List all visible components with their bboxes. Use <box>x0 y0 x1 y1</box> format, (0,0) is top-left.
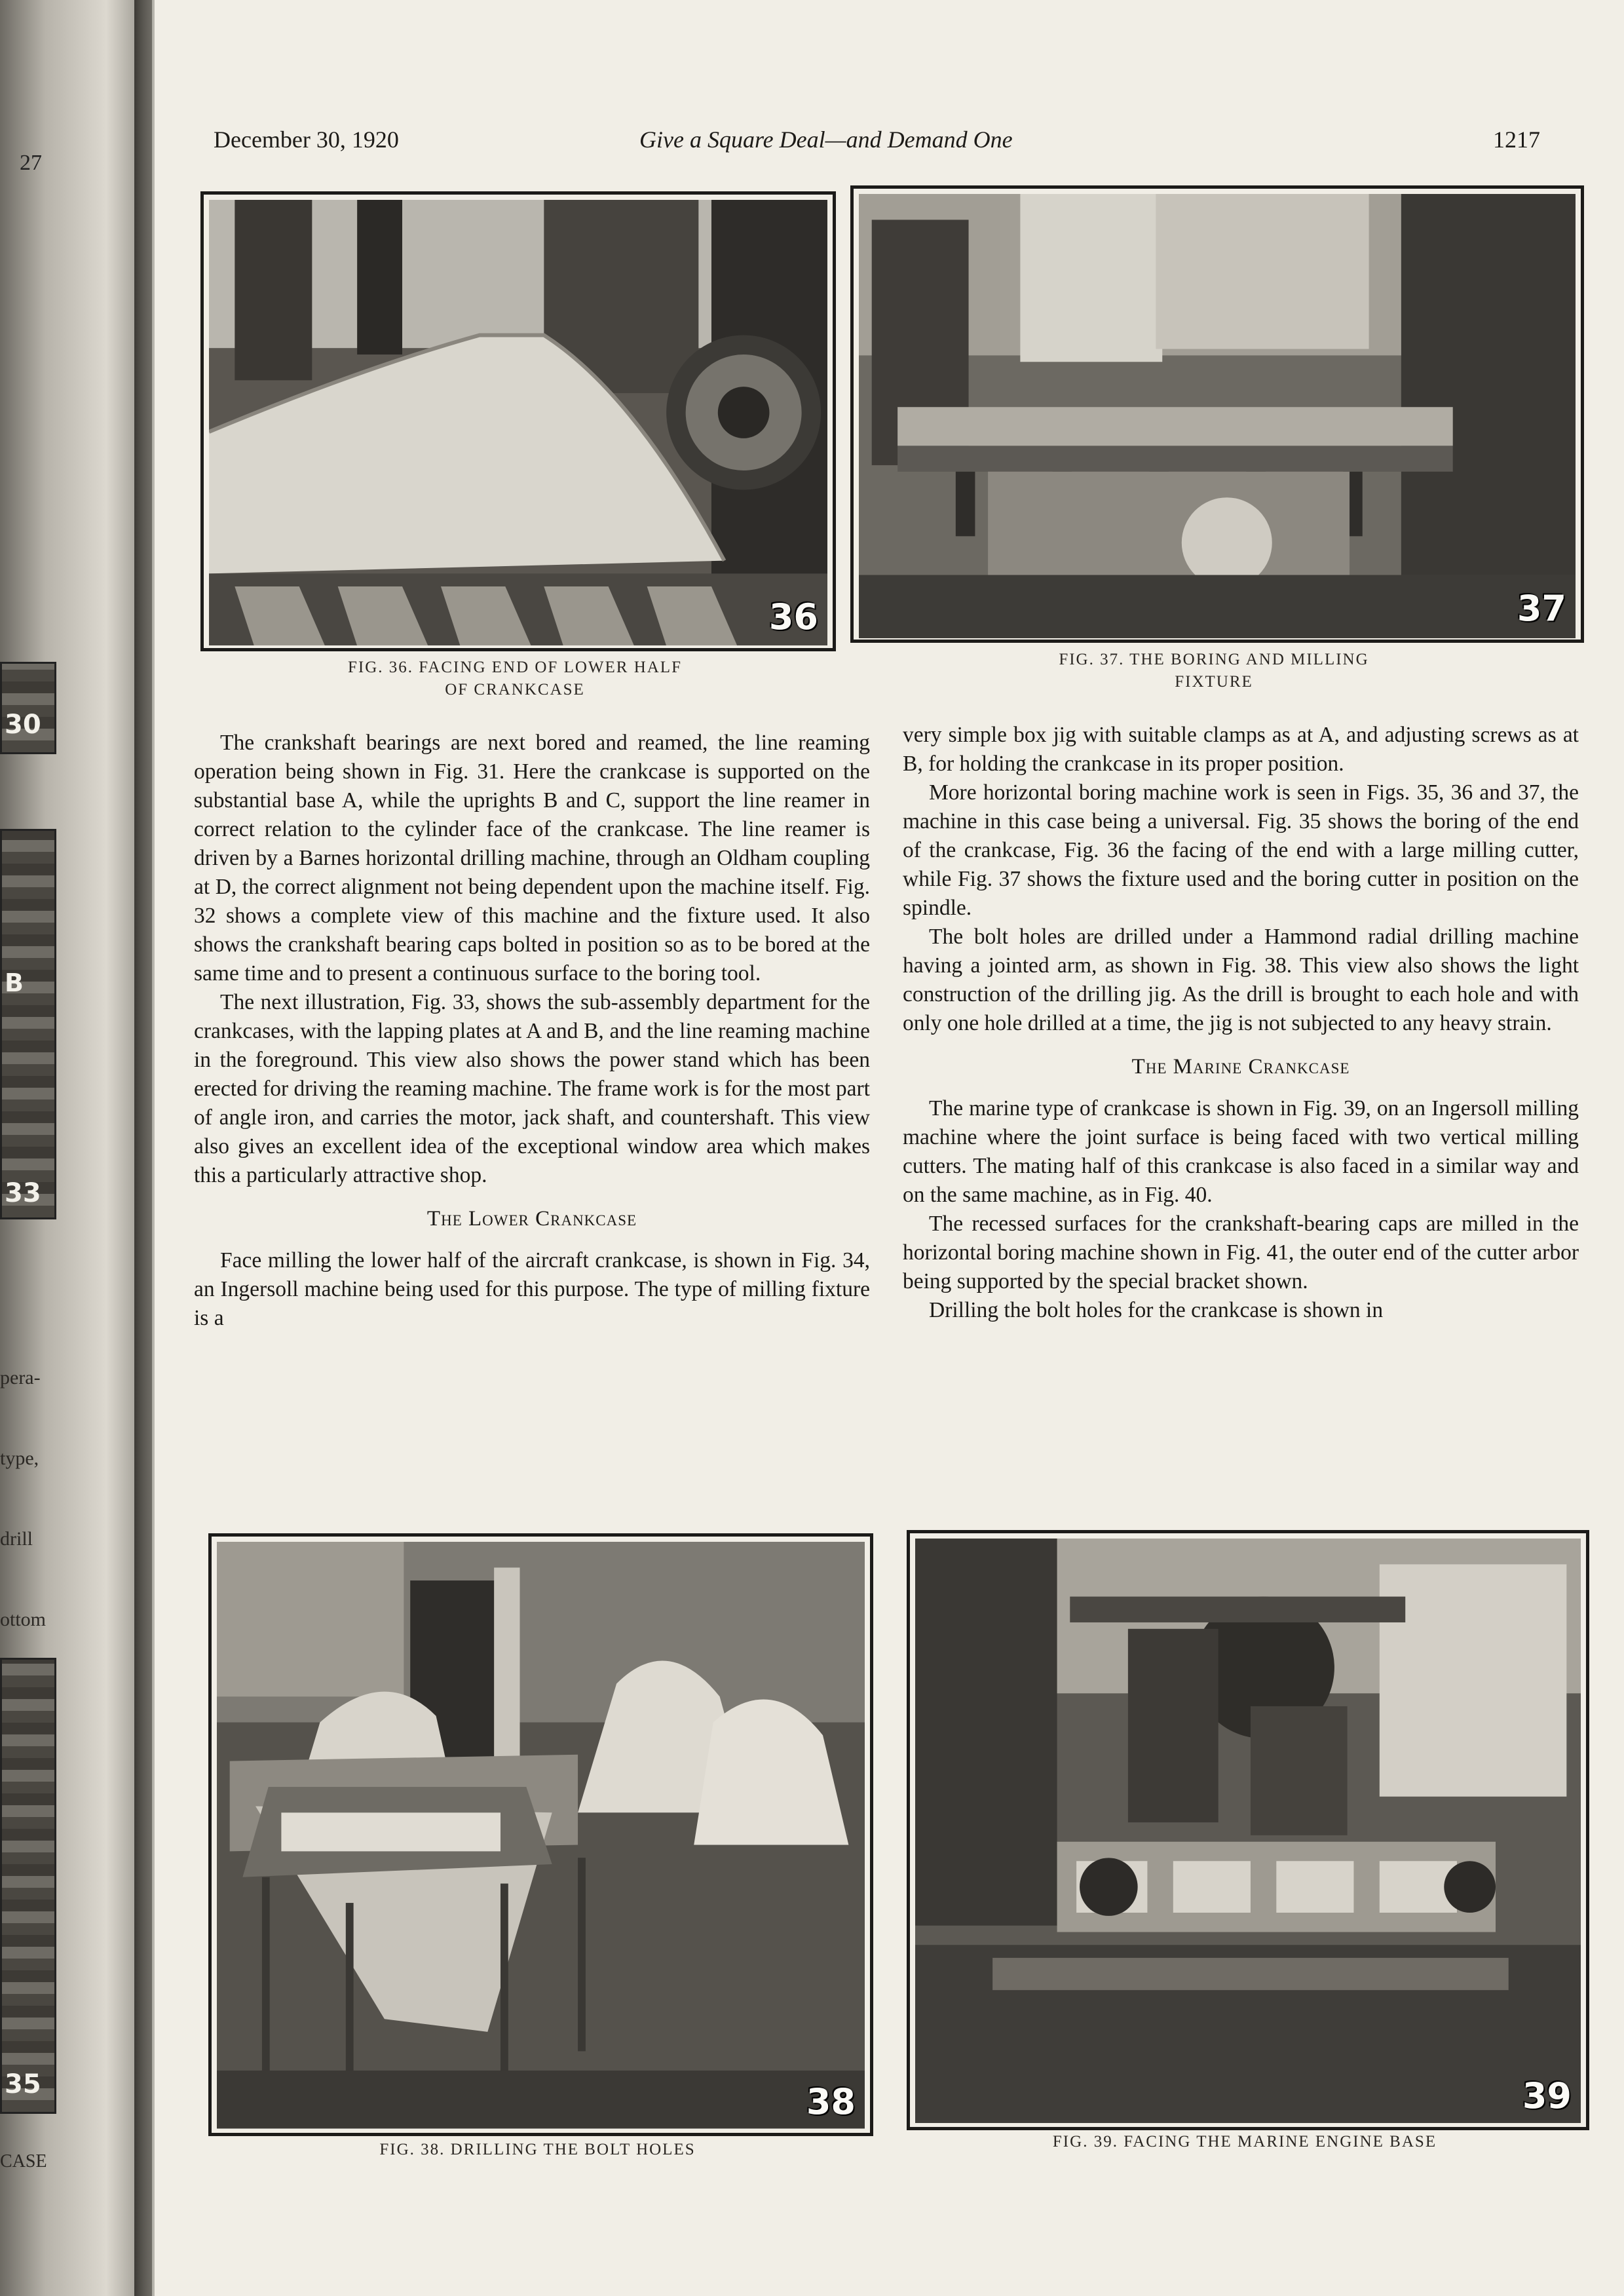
drilling-bolt-holes-image <box>217 1542 865 2129</box>
marine-engine-base-image <box>915 1539 1581 2123</box>
previous-page-text: pera- type, drill ottom <box>0 1367 47 1630</box>
previous-page-photo-33 <box>0 829 56 1219</box>
section-heading-marine-crankcase: The Marine Crankcase <box>1131 1055 1350 1079</box>
paragraph: The crankshaft bearings are next bored and reamed, the line reaming operation being shown in Fig. 31. Here the crankcase is supported on the substantial base A, while the uprights B and C, support the line reamer in correct relation to the cylinder face of the crankcase. The line reamer is driven by a Barnes horizontal drilling machine, through an Oldham coupling at D, the correct alignment not being dependent upon the machine itself. Fig. 32 shows a complete view of this machine and the fixture used. It also shows the crankshaft bearing caps bolted in position so as to be bored at the same time and to present a continuous surface to the boring tool. <box>194 731 870 985</box>
previous-page-photo-30 <box>0 662 56 754</box>
previous-figure-letter: B <box>5 968 24 997</box>
figure-36-caption: FIG. 36. FACING END OF LOWER HALF OF CRANKCASE <box>348 659 682 698</box>
figure-39-caption: FIG. 39. FACING THE MARINE ENGINE BASE <box>1052 2133 1437 2151</box>
figure-39-number: 39 <box>1522 2075 1572 2116</box>
figure-39-photo <box>907 1530 1589 2130</box>
paragraph: very simple box jig with suitable clamps as at A, and adjusting screws as at B, for holding the crankcase in its proper position. <box>903 723 1579 776</box>
paragraph: The bolt holes are drilled under a Hammond radial drilling machine having a jointed arm, as shown in Fig. 38. This view also shows the light construction of the drilling jig. As the drill is brought to each hole and with only one hole drilled at a time, the jig is not subjected to any heavy strain. <box>903 925 1579 1035</box>
previous-figure-number-30: 30 <box>5 710 41 740</box>
previous-page-caption-tail: CASE <box>0 2151 47 2172</box>
figure-36-photo <box>200 191 836 651</box>
paragraph: The marine type of crankcase is shown in Fig. 39, on an Ingersoll milling machine where the joint surface is being faced with two vertical milling cutters. The mating half of this crankcase is also faced in a similar way and on the same machine, as in Fig. 40. <box>903 1096 1579 1207</box>
right-text-column <box>903 721 1579 1325</box>
page-number: 1217 <box>1493 126 1540 153</box>
figure-38-photo <box>208 1533 873 2136</box>
figure-37-number: 37 <box>1517 588 1566 629</box>
paragraph: More horizontal boring machine work is seen in Figs. 35, 36 and 37, the machine in this case being a universal. Fig. 35 shows the boring of the end of the crankcase, Fig. 36 the facing of the end with a large milling cutter, while Fig. 37 shows the fixture used and the boring cutter in position on the spindle. <box>903 780 1579 920</box>
section-heading-lower-crankcase: The Lower Crankcase <box>426 1207 637 1231</box>
issue-date: December 30, 1920 <box>214 126 399 153</box>
previous-page-photo-35 <box>0 1658 56 2114</box>
previous-figure-number-35: 35 <box>5 2069 41 2099</box>
figure-38-caption: FIG. 38. DRILLING THE BOLT HOLES <box>379 2141 696 2158</box>
previous-figure-number-33: 33 <box>5 1178 41 1208</box>
boring-fixture-image <box>859 194 1576 638</box>
paragraph: The recessed surfaces for the crankshaft-bearing caps are milled in the horizontal boring machine shown in Fig. 41, the outer end of the cutter arbor being supported by the special bracket shown. <box>903 1212 1579 1293</box>
paragraph: The next illustration, Fig. 33, shows the sub-assembly department for the crankcases, with the lapping plates at A and B, and the line reaming machine in the foreground. This view also shows the power stand which has been erected for driving the reaming machine. The frame work is for the most part of angle iron, and carries the motor, jack shaft, and countershaft. This view also gives an excellent idea of the exceptional window area which makes this a particularly attractive shop. <box>194 990 870 1187</box>
running-tagline: Give a Square Deal—and Demand One <box>639 126 1013 153</box>
figure-38-number: 38 <box>806 2081 856 2122</box>
previous-page-number: 27 <box>20 151 42 175</box>
figure-36-number: 36 <box>768 596 818 638</box>
figure-37-photo <box>850 185 1584 643</box>
paragraph: Drilling the bolt holes for the crankcase is shown in <box>929 1298 1384 1322</box>
paragraph: Face milling the lower half of the aircraft crankcase, is shown in Fig. 34, an Ingersoll machine being used for this purpose. The type of milling fixture is a <box>194 1248 870 1330</box>
crankcase-facing-image <box>209 200 827 645</box>
magazine-page <box>155 0 1624 2296</box>
figure-37-caption: FIG. 37. THE BORING AND MILLING FIXTURE <box>1059 651 1369 691</box>
left-text-column <box>194 729 870 1333</box>
